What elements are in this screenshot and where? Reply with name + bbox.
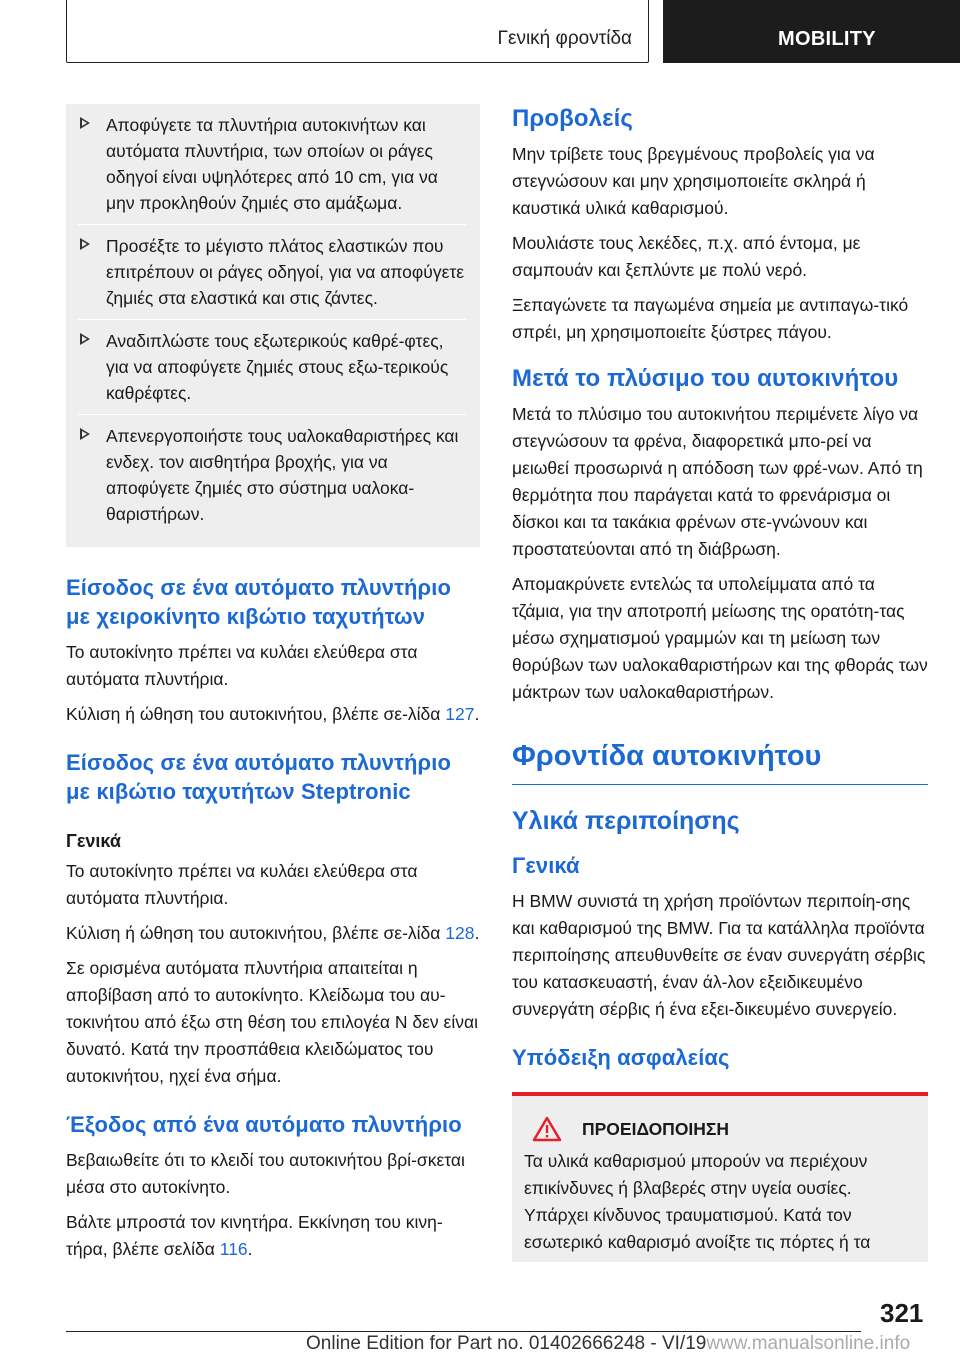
footer-edition: Online Edition for Part no. 01402666248 - VI/19	[306, 1333, 707, 1354]
header-chapter-tab	[663, 0, 960, 63]
paragraph: Κύλιση ή ώθηση του αυτοκινήτου, βλέπε σε-λίδα 127.	[66, 704, 480, 724]
page-number: 321	[880, 1298, 924, 1328]
paragraph: Κύλιση ή ώθηση του αυτοκινήτου, βλέπε σε-λίδα 128.	[66, 923, 480, 943]
paragraph: Βεβαιωθείτε ότι το κλειδί του αυτοκινήτου βρί-σκεται μέσα στο αυτοκίνητο.	[66, 1150, 465, 1197]
header-section-title: Γενική φροντίδα	[497, 28, 632, 49]
page-link-116[interactable]: 116	[219, 1239, 248, 1259]
paragraph: Βάλτε μπροστά τον κινητήρα. Εκκίνηση του κινη-τήρα, βλέπε σελίδα 116.	[66, 1212, 443, 1259]
warning-label: ΠΡΟΕΙΔΟΠΟΙΗΣΗ	[582, 1118, 730, 1139]
paragraph: Το αυτοκίνητο πρέπει να κυλάει ελεύθερα στα αυτόματα πλυντήρια.	[66, 642, 418, 689]
header-chapter-title: MOBILITY	[778, 28, 876, 50]
section-title-steptronic: Είσοδος σε ένα αυτόματο πλυντήριο με κιβώτιο ταχυτήτων Steptronic	[66, 750, 452, 804]
subsection-title: Γενικά	[512, 853, 580, 878]
page-link-127[interactable]: 127	[445, 704, 475, 724]
paragraph: Σε ορισμένα αυτόματα πλυντήρια απαιτείται η αποβίβαση από το αυτοκίνητο. Κλείδωμα του αυ-τοκινήτου από έξω στη θέση του επιλογέα N δεν είναι δυνατό. Κατά την προσπάθεια κλειδώματος του αυτοκινήτου, ηχεί ένα σήμα.	[66, 958, 478, 1086]
paragraph: Η BMW συνιστά τη χρήση προϊόντων περιποίη-σης και καθαρισμού της BMW. Για τα κατάλληλα προϊόντα περιποίησης απευθυνθείτε σε έναν συνεργάτη σέρβις του κατασκευαστή, έναν άλ-λον εξειδικευμένο συνεργάτη σέρβις ή ένα εξει-δικευμένο συνεργείο.	[512, 891, 926, 1019]
section-title-manual-gearbox: Είσοδος σε ένα αυτόματο πλυντήριο με χειροκίνητο κιβώτιο ταχυτήτων	[66, 575, 452, 629]
bullet-triangle-icon	[80, 117, 90, 129]
bullet-triangle-icon	[80, 238, 90, 250]
warning-box	[512, 1092, 928, 1262]
warning-text: Τα υλικά καθαρισμού μπορούν να περιέχουν επικίνδυνες ή βλαβερές στην υγεία ουσίες. Υπάρχει κίνδυνος τραυματισμού. Κατά τον εσωτερικό καθαρισμό ανοίξτε τις πόρτες ή τα	[524, 1151, 871, 1252]
list-item: Αποφύγετε τα πλυντήρια αυτοκινήτων και αυτόματα πλυντήρια, των οποίων οι ράγες οδηγοί είναι υψηλότερες από 10 cm, για να μην προκληθούν ζημιές στο αμάξωμα.	[78, 104, 466, 225]
left-column	[66, 104, 480, 1271]
list-item: Προσέξτε το μέγιστο πλάτος ελαστικών που επιτρέπουν οι ράγες οδηγοί, για να αποφύγετε ζημιές στα ελαστικά και στις ζάντες.	[78, 225, 466, 320]
list-item: Απενεργοποιήστε τους υαλοκαθαριστήρες και ενδεχ. τον αισθητήρα βροχής, για να αποφύγετε ζημιές στο σύστημα υαλοκα-θαριστήρων.	[78, 415, 466, 535]
chapter-title: Φροντίδα αυτοκινήτου	[512, 736, 928, 785]
bullet-triangle-icon	[80, 428, 90, 440]
page-link-128[interactable]: 128	[445, 923, 475, 943]
section-title-care-products: Υλικά περιποίησης	[512, 807, 740, 835]
subsection-title: Γενικά	[66, 831, 121, 851]
paragraph: Μουλιάστε τους λεκέδες, π.χ. από έντομα, με σαμπουάν και ξεπλύντε με πολύ νερό.	[512, 233, 861, 280]
paragraph: Απομακρύνετε εντελώς τα υπολείμματα από τα τζάμια, για την αποτροπή μείωσης της ορατότη-τας μέσω σχηματισμού γραμμών και τη μείωση των θορύβων των υαλοκαθαριστήρων και της φθοράς των μάκτρων των υαλοκαθαριστήρων.	[512, 574, 928, 702]
section-title-headlights: Προβολείς	[512, 105, 633, 132]
right-column	[512, 104, 928, 1262]
warning-triangle-icon	[532, 1116, 562, 1142]
section-title-safety: Υπόδειξη ασφαλείας	[512, 1045, 730, 1070]
footer-watermark: www.manualsonline.info	[706, 1333, 911, 1354]
bullet-triangle-icon	[80, 333, 90, 345]
footer-divider	[66, 1331, 861, 1332]
paragraph: Ξεπαγώνετε τα παγωμένα σημεία με αντιπαγω-τικό σπρέι, μη χρησιμοποιείτε ξύστρες πάγου.	[512, 295, 909, 342]
tips-list	[66, 104, 480, 547]
list-item: Αναδιπλώστε τους εξωτερικούς καθρέ-φτες, για να αποφύγετε ζημιές στους εξω-τερικούς καθρέφτες.	[78, 320, 466, 415]
section-title-exit-carwash: Έξοδος από ένα αυτόματο πλυντήριο	[66, 1112, 462, 1137]
paragraph: Μετά το πλύσιμο του αυτοκινήτου περιμένετε λίγο να στεγνώσουν τα φρένα, διαφορετικά μπο-ρεί να μειωθεί προσωρινά η απόδοση των φρέ-νων. Από τη θερμότητα που παράγεται κατά το φρενάρισμα οι δίσκοι και τα τακάκια φρένων στε-γνώνουν και προστατεύονται από τη διάβρωση.	[512, 404, 923, 559]
paragraph: Το αυτοκίνητο πρέπει να κυλάει ελεύθερα στα αυτόματα πλυντήρια.	[66, 861, 418, 908]
paragraph: Μην τρίβετε τους βρεγμένους προβολείς για να στεγνώσουν και μην χρησιμοποιείτε σκληρά ή καυστικά υλικά καθαρισμού.	[512, 144, 875, 218]
section-title-after-wash: Μετά το πλύσιμο του αυτοκινήτου	[512, 365, 899, 392]
footer	[306, 1333, 910, 1355]
header-section-tab	[66, 0, 649, 63]
